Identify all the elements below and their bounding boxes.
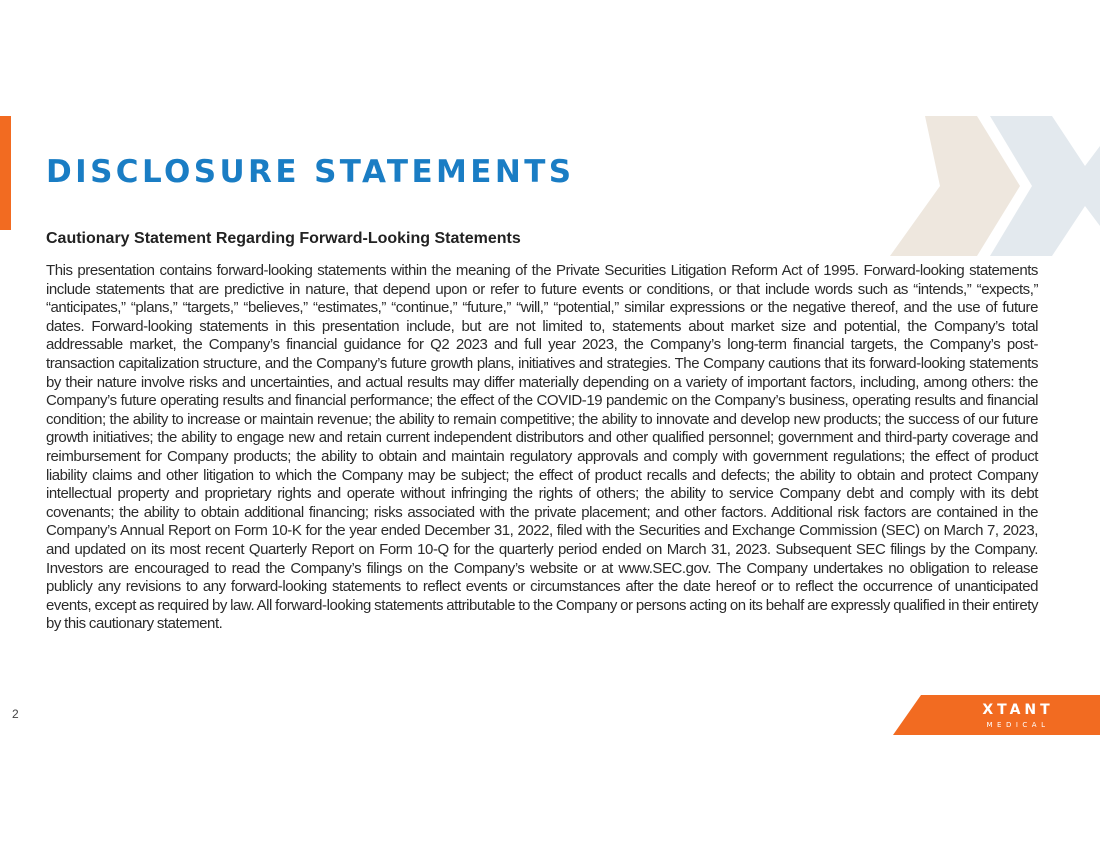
page-number: 2 [12,707,19,721]
chevron-x-decoration [880,112,1100,260]
page-title: DISCLOSURE STATEMENTS [46,154,575,190]
chevron-decoration-icon [880,112,1100,260]
section-heading: Cautionary Statement Regarding Forward-Looking Statements [46,230,521,247]
accent-bar [0,116,11,230]
logo-subtitle: MEDICAL [986,721,1050,729]
logo-wordmark: XTANT [982,702,1054,718]
disclosure-body-text: This presentation contains forward-looking statements within the meaning of the Private Securities Litigation Reform Act of 1995. Forward-looking statements include statements that are predictive in nature, that depend upon or refer to future events or conditions, or that include words such as “intends,” “expects,” “anticipates,” “plans,” “targets,” “believes,” “estimates,” “continue,” “future,” “will,” “potential,” similar expressions or the negative thereof, and the use of future dates. Forward-looking statements in this presentation include, but are not limited to, statements about market size and potential, the Company’s total addressable market, the Company’s financial guidance for Q2 2023 and full year 2023, the Company’s long-term financial targets, the Company’s post-transaction capitalization structure, and the Company’s future growth plans, initiatives and strategies. The Company cautions that its forward-looking statements by their nature involve risks and uncertainties, and actual results may differ materially depending on a variety of important factors, including, among others: the Company’s future operating results and financial performance; the effect of the COVID-19 pandemic on the Company’s business, operating results and financial condition; the ability to increase or maintain revenue; the ability to remain competitive; the ability to innovate and develop new products; the success of our future growth initiatives; the ability to engage new and retain current independent distributors and other qualified personnel; government and third-party coverage and reimbursement for Company products; the ability to obtain and maintain regulatory approvals and comply with government regulations; the effect of product liability claims and other litigation to which the Company may be subject; the effect of product recalls and defects; the ability to obtain and protect Company intellectual property and proprietary rights and operate without infringing the rights of others; the ability to service Company debt and comply with its debt covenants; the ability to obtain additional financing; risks associated with the private placement; and other factors. Additional risk factors are contained in the Company’s Annual Report on Form 10-K for the year ended December 31, 2022, filed with the Securities and Exchange Commission (SEC) on March 7, 2023, and updated on its most recent Quarterly Report on Form 10-Q for the quarterly period ended on March 31, 2023. Subsequent SEC filings by the Company. Investors are encouraged to read the Company’s filings on the Company’s website or at www.SEC.gov. The Company undertakes no obligation to release publicly any revisions to any forward-looking statements to reflect events or circumstances after the date hereof or to reflect the occurrence of unanticipated events, except as required by law. All forward-looking statements attributable to the Company or persons acting on its behalf are expressly qualified in their entirety by this cautionary statement. [46,262,1038,633]
company-logo [893,695,1100,735]
